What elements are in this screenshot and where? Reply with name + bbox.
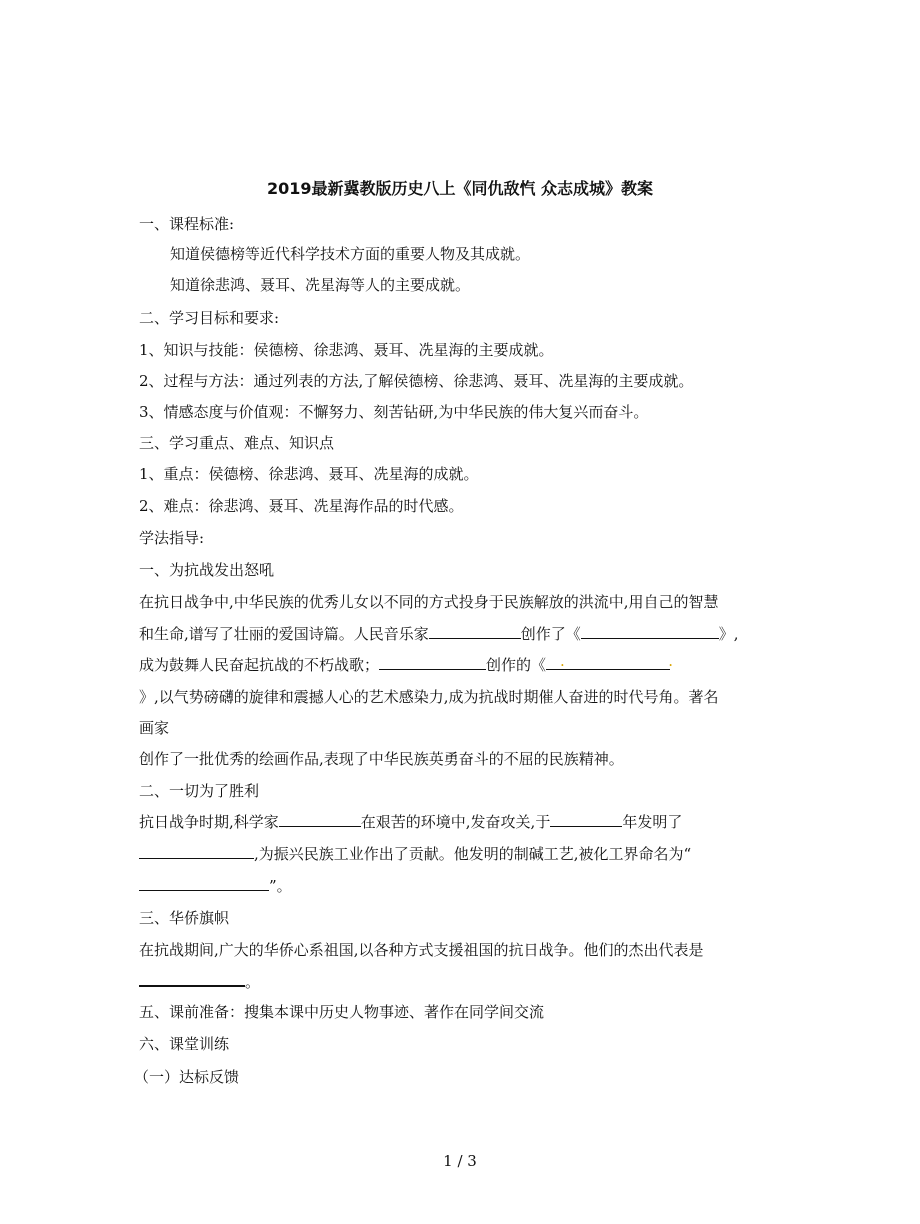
blank-line <box>279 812 361 827</box>
blank-line <box>139 971 245 987</box>
text: 成为鼓舞人民奋起抗战的不朽战歌； <box>139 656 380 674</box>
text: 》, <box>718 625 739 643</box>
page-title: 2019最新冀教版历史八上《同仇敌忾 众志成城》教案 <box>266 179 654 198</box>
text: 在艰苦的环境中,发奋攻关,于 <box>360 813 551 831</box>
paragraph-with-blanks <box>139 971 260 992</box>
paragraph: 1、知识与技能：侯德榜、徐悲鸿、聂耳、冼星海的主要成就。 <box>139 341 554 359</box>
mark-dot: . <box>560 652 565 670</box>
mark-dot: . <box>668 652 674 670</box>
text: ,为振兴民族工业作出了贡献。他发明的制碱工艺,被化工界命名为“ <box>254 845 692 863</box>
paragraph: 在抗战期间,广大的华侨心系祖国,以各种方式支援祖国的抗日战争。他们的杰出代表是 <box>139 941 704 959</box>
paragraph: 1、重点：侯德榜、徐悲鸿、聂耳、冼星海的成就。 <box>139 465 479 483</box>
paragraph: 3、情感态度与价值观：不懈努力、刻苦钻研,为中华民族的伟大复兴而奋斗。 <box>139 403 649 421</box>
paragraph: 在抗日战争中,中华民族的优秀儿女以不同的方式投身于民族解放的洪流中,用自己的智慧 <box>139 593 719 611</box>
text: 创作的《 <box>486 656 547 674</box>
paragraph: 创作了一批优秀的绘画作品,表现了中华民族英勇奋斗的不屈的民族精神。 <box>139 750 624 768</box>
blank-line <box>139 844 254 859</box>
paragraph: 知道徐悲鸿、聂耳、冼星海等人的主要成就。 <box>170 276 471 294</box>
section-heading: 三、学习重点、难点、知识点 <box>139 434 335 452</box>
blank-line <box>550 812 622 827</box>
paragraph: 》,以气势磅礴的旋律和震撼人心的艺术感染力,成为抗战时期催人奋进的时代号角。著名 <box>139 688 719 706</box>
section-heading: 一、课程标准: <box>139 215 235 233</box>
text: 创作了《 <box>520 625 581 643</box>
section-heading: 一、为抗战发出怒吼 <box>139 561 275 579</box>
text: 抗日战争时期,科学家 <box>139 813 279 831</box>
paragraph-with-blanks <box>139 812 682 832</box>
paragraph: 2、过程与方法：通过列表的方法,了解侯德榜、徐悲鸿、聂耳、冼星海的主要成就。 <box>139 372 694 390</box>
paragraph: 知道侯德榜等近代科学技术方面的重要人物及其成就。 <box>170 245 531 263</box>
blank-line <box>379 655 486 670</box>
page-number: 1 / 3 <box>443 1152 477 1170</box>
text: 年发明了 <box>622 813 683 831</box>
blank-line <box>429 624 521 639</box>
text: 。 <box>245 973 261 991</box>
blank-line <box>581 624 719 639</box>
section-heading: 二、学习目标和要求: <box>139 309 280 327</box>
blank-line <box>546 652 674 670</box>
section-heading: 六、课堂训练 <box>139 1035 230 1053</box>
text: 和生命,谱写了壮丽的爱国诗篇。人民音乐家 <box>139 625 429 643</box>
subsection-heading: （一）达标反馈 <box>134 1068 240 1086</box>
section-heading: 五、课前准备：搜集本课中历史人物事迹、著作在同学间交流 <box>139 1003 545 1021</box>
blank-line <box>139 876 269 891</box>
section-heading: 二、一切为了胜利 <box>139 782 260 800</box>
paragraph-with-blanks <box>139 876 292 896</box>
text: ”。 <box>269 877 292 895</box>
paragraph-with-blanks <box>139 652 674 675</box>
section-heading: 三、华侨旗帜 <box>139 909 230 927</box>
paragraph: 画家 <box>139 719 170 737</box>
section-heading: 学法指导: <box>139 529 205 547</box>
paragraph-with-blanks <box>139 844 691 864</box>
paragraph: 2、难点：徐悲鸿、聂耳、冼星海作品的时代感。 <box>139 497 464 515</box>
paragraph-with-blanks <box>139 624 739 644</box>
